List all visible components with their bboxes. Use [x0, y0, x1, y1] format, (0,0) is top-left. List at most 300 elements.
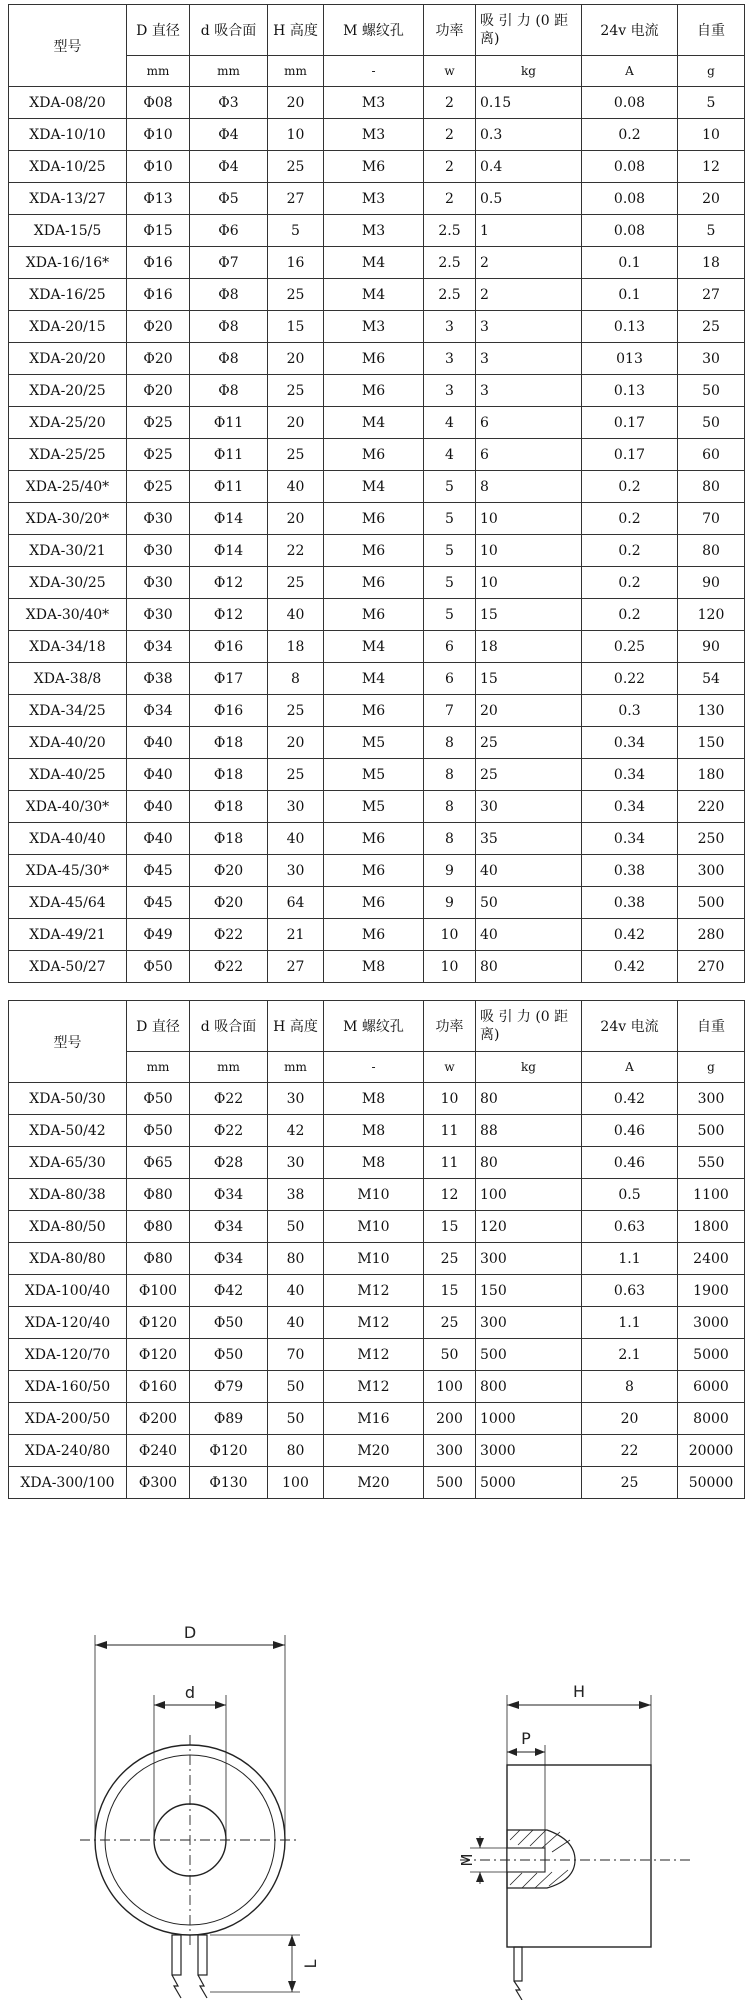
cell-M: M12: [324, 1339, 424, 1371]
cell-D: Φ45: [127, 887, 190, 919]
cell-d: Φ22: [190, 919, 268, 951]
cell-weight: 50000: [678, 1467, 745, 1499]
cell-weight: 8000: [678, 1403, 745, 1435]
cell-D: Φ30: [127, 503, 190, 535]
cell-power: 2.5: [424, 247, 476, 279]
cell-model: XDA-40/30*: [9, 791, 127, 823]
spec-table-2: [8, 1000, 745, 1499]
cell-force: 25: [476, 759, 582, 791]
cell-model: XDA-300/100: [9, 1467, 127, 1499]
cell-weight: 10: [678, 119, 745, 151]
cell-current: 0.42: [582, 919, 678, 951]
cell-current: 0.17: [582, 439, 678, 471]
cell-D: Φ80: [127, 1211, 190, 1243]
cell-weight: 90: [678, 631, 745, 663]
cell-D: Φ49: [127, 919, 190, 951]
cell-current: 0.38: [582, 855, 678, 887]
cell-D: Φ50: [127, 1115, 190, 1147]
header-weight: 自重: [678, 5, 745, 56]
cell-weight: 90: [678, 567, 745, 599]
cell-M: M6: [324, 695, 424, 727]
cell-model: XDA-30/40*: [9, 599, 127, 631]
cell-weight: 20: [678, 183, 745, 215]
table-row: [9, 1275, 745, 1307]
label-L: L: [301, 1959, 320, 1969]
cell-H: 50: [268, 1403, 324, 1435]
cell-weight: 27: [678, 279, 745, 311]
cell-power: 300: [424, 1435, 476, 1467]
cell-weight: 220: [678, 791, 745, 823]
cell-H: 20: [268, 727, 324, 759]
cell-current: 0.42: [582, 951, 678, 983]
cell-power: 11: [424, 1115, 476, 1147]
header-power: 功率: [424, 5, 476, 56]
cell-D: Φ50: [127, 1083, 190, 1115]
cell-power: 10: [424, 1083, 476, 1115]
cell-current: 0.08: [582, 183, 678, 215]
header-d: d 吸合面: [190, 5, 268, 56]
cell-D: Φ40: [127, 823, 190, 855]
table-row: [9, 1435, 745, 1467]
cell-force: 35: [476, 823, 582, 855]
cell-weight: 30: [678, 343, 745, 375]
cell-H: 80: [268, 1435, 324, 1467]
cell-d: Φ6: [190, 215, 268, 247]
cell-H: 20: [268, 343, 324, 375]
cell-D: Φ40: [127, 727, 190, 759]
cell-force: 6: [476, 407, 582, 439]
cell-current: 0.13: [582, 375, 678, 407]
cell-H: 25: [268, 439, 324, 471]
cell-current: 0.34: [582, 727, 678, 759]
cell-power: 4: [424, 407, 476, 439]
cell-current: 013: [582, 343, 678, 375]
cell-H: 5: [268, 215, 324, 247]
cell-force: 50: [476, 887, 582, 919]
cell-force: 80: [476, 951, 582, 983]
header-model: 型号: [9, 1001, 127, 1083]
cell-H: 25: [268, 375, 324, 407]
cell-d: Φ4: [190, 151, 268, 183]
cell-power: 2: [424, 87, 476, 119]
cell-force: 10: [476, 503, 582, 535]
cell-M: M5: [324, 791, 424, 823]
cell-weight: 280: [678, 919, 745, 951]
cell-current: 0.3: [582, 695, 678, 727]
side-view: [460, 1695, 690, 2000]
cell-force: 120: [476, 1211, 582, 1243]
cell-power: 8: [424, 727, 476, 759]
cell-H: 40: [268, 1275, 324, 1307]
cell-model: XDA-65/30: [9, 1147, 127, 1179]
cell-power: 200: [424, 1403, 476, 1435]
cell-d: Φ14: [190, 503, 268, 535]
cell-H: 70: [268, 1339, 324, 1371]
cell-H: 30: [268, 855, 324, 887]
unit-force: kg: [476, 56, 582, 87]
cell-M: M6: [324, 919, 424, 951]
cell-D: Φ20: [127, 343, 190, 375]
cell-power: 8: [424, 759, 476, 791]
cell-H: 21: [268, 919, 324, 951]
cell-M: M6: [324, 503, 424, 535]
cell-d: Φ22: [190, 1115, 268, 1147]
cell-model: XDA-25/20: [9, 407, 127, 439]
header-current: 24v 电流: [582, 1001, 678, 1052]
cell-H: 50: [268, 1371, 324, 1403]
cell-model: XDA-25/40*: [9, 471, 127, 503]
cell-M: M20: [324, 1435, 424, 1467]
cell-M: M6: [324, 439, 424, 471]
cell-power: 12: [424, 1179, 476, 1211]
cell-weight: 50: [678, 375, 745, 407]
cell-H: 20: [268, 503, 324, 535]
cell-power: 9: [424, 855, 476, 887]
cell-force: 15: [476, 663, 582, 695]
cell-model: XDA-80/50: [9, 1211, 127, 1243]
cell-weight: 25: [678, 311, 745, 343]
cell-current: 0.2: [582, 503, 678, 535]
cell-d: Φ50: [190, 1339, 268, 1371]
cell-force: 18: [476, 631, 582, 663]
cell-H: 25: [268, 759, 324, 791]
cell-d: Φ22: [190, 1083, 268, 1115]
cell-current: 0.1: [582, 279, 678, 311]
cell-current: 1.1: [582, 1243, 678, 1275]
cell-weight: 5: [678, 215, 745, 247]
cell-D: Φ45: [127, 855, 190, 887]
cell-H: 42: [268, 1115, 324, 1147]
cell-D: Φ30: [127, 567, 190, 599]
cell-force: 8: [476, 471, 582, 503]
cell-current: 0.63: [582, 1211, 678, 1243]
table-row: [9, 535, 745, 567]
table-row: [9, 439, 745, 471]
cell-d: Φ11: [190, 471, 268, 503]
header-H: H 高度: [268, 1001, 324, 1052]
cell-M: M5: [324, 727, 424, 759]
table-row: [9, 855, 745, 887]
cell-D: Φ80: [127, 1243, 190, 1275]
cell-D: Φ20: [127, 311, 190, 343]
cell-weight: 130: [678, 695, 745, 727]
cell-weight: 300: [678, 855, 745, 887]
cell-M: M3: [324, 183, 424, 215]
cell-d: Φ11: [190, 439, 268, 471]
cell-force: 2: [476, 247, 582, 279]
cell-model: XDA-13/27: [9, 183, 127, 215]
cell-force: 40: [476, 855, 582, 887]
cell-model: XDA-30/25: [9, 567, 127, 599]
cell-model: XDA-15/5: [9, 215, 127, 247]
cell-D: Φ10: [127, 151, 190, 183]
cell-current: 0.63: [582, 1275, 678, 1307]
cell-weight: 2400: [678, 1243, 745, 1275]
table-row: [9, 1115, 745, 1147]
unit-current: A: [582, 56, 678, 87]
table-row: [9, 247, 745, 279]
cell-force: 0.3: [476, 119, 582, 151]
cell-weight: 3000: [678, 1307, 745, 1339]
cell-M: M4: [324, 279, 424, 311]
table-row: [9, 407, 745, 439]
cell-model: XDA-16/16*: [9, 247, 127, 279]
cell-d: Φ20: [190, 855, 268, 887]
label-H: H: [572, 1682, 586, 1701]
cell-d: Φ16: [190, 695, 268, 727]
cell-D: Φ25: [127, 471, 190, 503]
cell-M: M6: [324, 567, 424, 599]
cell-M: M8: [324, 1147, 424, 1179]
cell-power: 3: [424, 343, 476, 375]
cell-force: 10: [476, 535, 582, 567]
cell-power: 5: [424, 567, 476, 599]
cell-model: XDA-240/80: [9, 1435, 127, 1467]
cell-d: Φ130: [190, 1467, 268, 1499]
cell-force: 25: [476, 727, 582, 759]
unit-current: A: [582, 1052, 678, 1083]
table-row: [9, 1083, 745, 1115]
cell-H: 16: [268, 247, 324, 279]
cell-d: Φ22: [190, 951, 268, 983]
cell-model: XDA-160/50: [9, 1371, 127, 1403]
cell-model: XDA-30/20*: [9, 503, 127, 535]
table-row: [9, 1147, 745, 1179]
unit-H: mm: [268, 1052, 324, 1083]
cell-force: 0.15: [476, 87, 582, 119]
cell-model: XDA-120/40: [9, 1307, 127, 1339]
cell-current: 0.34: [582, 791, 678, 823]
cell-weight: 12: [678, 151, 745, 183]
cell-current: 0.13: [582, 311, 678, 343]
cell-weight: 300: [678, 1083, 745, 1115]
cell-M: M6: [324, 151, 424, 183]
cell-M: M4: [324, 407, 424, 439]
cell-H: 100: [268, 1467, 324, 1499]
cell-power: 8: [424, 791, 476, 823]
header-current: 24v 电流: [582, 5, 678, 56]
cell-H: 40: [268, 471, 324, 503]
cell-model: XDA-20/25: [9, 375, 127, 407]
cell-D: Φ30: [127, 535, 190, 567]
cell-D: Φ20: [127, 375, 190, 407]
cell-force: 6: [476, 439, 582, 471]
cell-power: 2: [424, 183, 476, 215]
cell-M: M8: [324, 1083, 424, 1115]
cell-M: M6: [324, 599, 424, 631]
cell-D: Φ13: [127, 183, 190, 215]
cell-H: 27: [268, 183, 324, 215]
label-d: d: [184, 1683, 196, 1702]
cell-model: XDA-49/21: [9, 919, 127, 951]
cell-d: Φ34: [190, 1243, 268, 1275]
header-M: M 螺纹孔: [324, 1001, 424, 1052]
cell-model: XDA-50/42: [9, 1115, 127, 1147]
cell-weight: 120: [678, 599, 745, 631]
cell-D: Φ40: [127, 759, 190, 791]
cell-force: 88: [476, 1115, 582, 1147]
cell-weight: 80: [678, 535, 745, 567]
cell-force: 3: [476, 375, 582, 407]
cell-H: 15: [268, 311, 324, 343]
cell-H: 38: [268, 1179, 324, 1211]
table-row: [9, 663, 745, 695]
cell-D: Φ200: [127, 1403, 190, 1435]
cell-model: XDA-45/30*: [9, 855, 127, 887]
cell-power: 3: [424, 375, 476, 407]
cell-H: 64: [268, 887, 324, 919]
cell-power: 2.5: [424, 279, 476, 311]
cell-weight: 60: [678, 439, 745, 471]
cell-power: 25: [424, 1243, 476, 1275]
table-row: [9, 1243, 745, 1275]
table-row: [9, 151, 745, 183]
table-row: [9, 759, 745, 791]
cell-M: M6: [324, 375, 424, 407]
cell-force: 40: [476, 919, 582, 951]
cell-model: XDA-34/18: [9, 631, 127, 663]
cell-power: 10: [424, 951, 476, 983]
cell-M: M4: [324, 631, 424, 663]
header-H: H 高度: [268, 5, 324, 56]
label-D: D: [183, 1623, 197, 1642]
cell-d: Φ120: [190, 1435, 268, 1467]
cell-force: 100: [476, 1179, 582, 1211]
cell-weight: 54: [678, 663, 745, 695]
header-D: D 直径: [127, 1001, 190, 1052]
cell-M: M6: [324, 855, 424, 887]
cell-D: Φ120: [127, 1339, 190, 1371]
cell-power: 5: [424, 503, 476, 535]
header-force: 吸 引 力 (0 距离): [476, 1001, 582, 1052]
cell-d: Φ17: [190, 663, 268, 695]
cell-H: 20: [268, 87, 324, 119]
cell-D: Φ34: [127, 631, 190, 663]
unit-M: -: [324, 1052, 424, 1083]
cell-power: 15: [424, 1211, 476, 1243]
cell-current: 0.08: [582, 87, 678, 119]
header-row: [9, 1001, 745, 1052]
cell-D: Φ25: [127, 407, 190, 439]
cell-weight: 180: [678, 759, 745, 791]
cell-current: 0.08: [582, 151, 678, 183]
cell-M: M5: [324, 759, 424, 791]
cell-d: Φ11: [190, 407, 268, 439]
cell-current: 0.42: [582, 1083, 678, 1115]
cell-power: 8: [424, 823, 476, 855]
cell-power: 9: [424, 887, 476, 919]
cell-D: Φ40: [127, 791, 190, 823]
cell-power: 7: [424, 695, 476, 727]
cell-M: M10: [324, 1179, 424, 1211]
cell-force: 1: [476, 215, 582, 247]
cell-d: Φ12: [190, 567, 268, 599]
cell-power: 6: [424, 631, 476, 663]
cell-D: Φ16: [127, 247, 190, 279]
cell-D: Φ300: [127, 1467, 190, 1499]
cell-weight: 6000: [678, 1371, 745, 1403]
cell-M: M3: [324, 87, 424, 119]
cell-force: 80: [476, 1147, 582, 1179]
cell-weight: 5000: [678, 1339, 745, 1371]
cell-current: 0.2: [582, 535, 678, 567]
cell-current: 0.1: [582, 247, 678, 279]
cell-model: XDA-16/25: [9, 279, 127, 311]
table-row: [9, 631, 745, 663]
cell-M: M16: [324, 1403, 424, 1435]
table-row: [9, 375, 745, 407]
header-D: D 直径: [127, 5, 190, 56]
cell-M: M3: [324, 311, 424, 343]
cell-D: Φ15: [127, 215, 190, 247]
table-row: [9, 471, 745, 503]
cell-current: 0.2: [582, 567, 678, 599]
cell-H: 25: [268, 151, 324, 183]
cell-model: XDA-80/80: [9, 1243, 127, 1275]
cell-D: Φ100: [127, 1275, 190, 1307]
cell-H: 30: [268, 1083, 324, 1115]
table-row: [9, 823, 745, 855]
cell-H: 40: [268, 599, 324, 631]
cell-M: M12: [324, 1307, 424, 1339]
cell-d: Φ34: [190, 1211, 268, 1243]
cell-d: Φ12: [190, 599, 268, 631]
cell-current: 0.25: [582, 631, 678, 663]
cell-M: M3: [324, 119, 424, 151]
cell-force: 1000: [476, 1403, 582, 1435]
label-M: M: [458, 1853, 476, 1867]
cell-weight: 250: [678, 823, 745, 855]
cell-weight: 50: [678, 407, 745, 439]
header-M: M 螺纹孔: [324, 5, 424, 56]
cell-d: Φ8: [190, 343, 268, 375]
cell-force: 300: [476, 1307, 582, 1339]
cell-force: 800: [476, 1371, 582, 1403]
cell-D: Φ25: [127, 439, 190, 471]
cell-power: 11: [424, 1147, 476, 1179]
cell-model: XDA-25/25: [9, 439, 127, 471]
cell-model: XDA-08/20: [9, 87, 127, 119]
table-row: [9, 695, 745, 727]
table-row: [9, 1307, 745, 1339]
cell-current: 2.1: [582, 1339, 678, 1371]
cell-model: XDA-34/25: [9, 695, 127, 727]
cell-d: Φ8: [190, 375, 268, 407]
cell-D: Φ10: [127, 119, 190, 151]
cell-H: 22: [268, 535, 324, 567]
unit-power: w: [424, 56, 476, 87]
cell-D: Φ30: [127, 599, 190, 631]
cell-D: Φ50: [127, 951, 190, 983]
cell-power: 2: [424, 151, 476, 183]
table-row: [9, 791, 745, 823]
header-row: [9, 5, 745, 56]
table-row: [9, 215, 745, 247]
cell-current: 0.46: [582, 1147, 678, 1179]
cell-H: 40: [268, 1307, 324, 1339]
cell-model: XDA-40/25: [9, 759, 127, 791]
table-row: [9, 119, 745, 151]
cell-d: Φ18: [190, 823, 268, 855]
cell-D: Φ34: [127, 695, 190, 727]
cell-d: Φ18: [190, 791, 268, 823]
cell-current: 8: [582, 1371, 678, 1403]
cell-force: 0.4: [476, 151, 582, 183]
cell-M: M4: [324, 471, 424, 503]
cell-power: 15: [424, 1275, 476, 1307]
table-row: [9, 887, 745, 919]
cell-weight: 5: [678, 87, 745, 119]
